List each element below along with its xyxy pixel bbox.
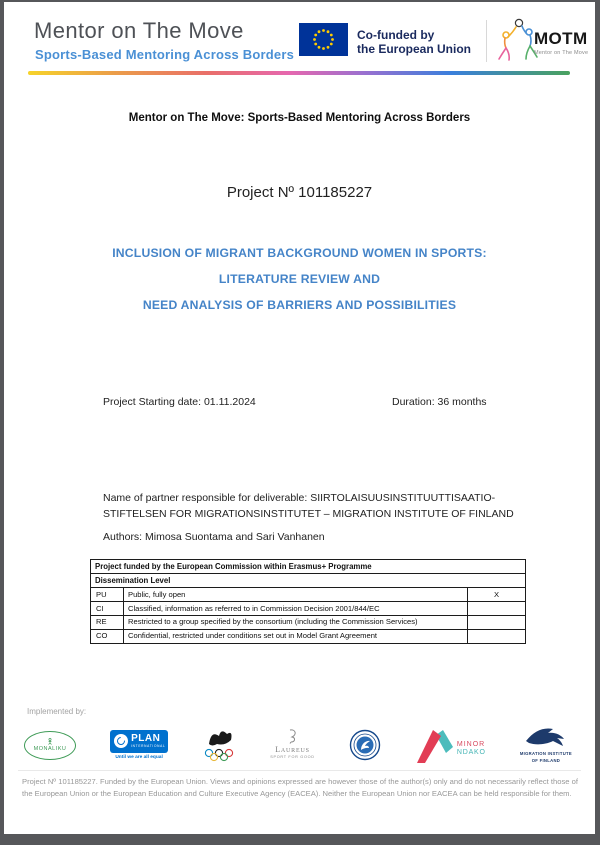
minor-label: MINOR bbox=[456, 741, 486, 749]
responsible-partner: Name of partner responsible for deliverable: SIIRTOLAISUUSINSTITUUTTISAATIO-STIFTELSEN FOR MIGRATIONSINSTITUTET – MIGRATION INSTITUTE OF FINLAND bbox=[103, 492, 514, 520]
monaliku-logo bbox=[24, 731, 76, 760]
report-heading-line3: NEED ANALYSIS OF BARRIERS AND POSSIBILITIES bbox=[142, 298, 457, 312]
monaliku-figure-icon bbox=[46, 738, 54, 745]
minor-ndako-mark-icon bbox=[415, 727, 455, 764]
document-title: Mentor on The Move: Sports-Based Mentoring Across Borders bbox=[128, 112, 471, 124]
monaliku-label: MONALIKU bbox=[33, 745, 67, 752]
report-heading bbox=[4, 240, 595, 318]
migration-institute-label bbox=[520, 751, 572, 764]
plan-international-logo bbox=[110, 730, 168, 761]
code-cell: RE bbox=[91, 615, 124, 629]
mark-cell bbox=[467, 602, 525, 616]
description-cell: Restricted to a group specified by the consortium (including the Commission Services) bbox=[124, 615, 468, 629]
migration-institute-line2: OF FINLAND bbox=[531, 757, 561, 763]
table-row-funding bbox=[91, 560, 526, 574]
funding-header-cell: Project funded by the European Commission within Erasmus+ Programme bbox=[91, 560, 526, 574]
footer-disclaimer: Project Nº 101185227. Funded by the European Union. Views and opinions expressed are however those of the author(s) only and do not necessarily reflect those of the European Union or the European Education and Culture Executive Agency (EACEA). Neither the European Union nor EACEA can be held responsible for them. bbox=[22, 777, 578, 798]
rainbow-gradient-bar bbox=[28, 71, 570, 75]
project-duration: Duration: 36 months bbox=[392, 396, 487, 408]
laureus-logo bbox=[270, 729, 314, 760]
mark-cell bbox=[467, 629, 525, 643]
table-row-ci bbox=[91, 602, 526, 616]
table-row-re bbox=[91, 615, 526, 629]
laureus-sub: SPORT FOR GOOD bbox=[270, 755, 315, 760]
table-row-pu bbox=[91, 588, 526, 602]
motm-acronym: MOTM bbox=[534, 29, 588, 48]
authors: Authors: Mimosa Suontama and Sari Vanhanen bbox=[103, 531, 325, 543]
olympic-committee-logo bbox=[202, 727, 236, 763]
report-heading-line1: INCLUSION OF MIGRANT BACKGROUND WOMEN IN SPORTS: bbox=[112, 246, 487, 260]
plan-box bbox=[110, 730, 168, 753]
partner-logo-row bbox=[24, 721, 572, 769]
code-cell: CO bbox=[91, 629, 124, 643]
brand-subtitle: Sports-Based Mentoring Across Borders bbox=[35, 47, 295, 62]
project-number: Project Nº 101185227 bbox=[226, 184, 373, 201]
report-heading-line2: LITERATURE REVIEW AND bbox=[218, 272, 381, 286]
eu-cofunded-line1: Co-funded by bbox=[357, 28, 435, 42]
olympic-rings-icon bbox=[202, 727, 236, 763]
code-cell: PU bbox=[91, 588, 124, 602]
description-cell: Public, fully open bbox=[124, 588, 468, 602]
document-page bbox=[4, 2, 595, 834]
migration-institute-line1: MIGRATION INSTITUTE bbox=[519, 751, 572, 757]
table-row-section bbox=[91, 574, 526, 588]
laureus-statue-icon bbox=[285, 729, 299, 744]
table-row-co bbox=[91, 629, 526, 643]
brand-title: Mentor on The Move bbox=[34, 18, 244, 43]
club-emblem-icon bbox=[349, 729, 381, 761]
plan-name: PLAN bbox=[131, 733, 161, 745]
dissemination-level-cell: Dissemination Level bbox=[91, 574, 526, 588]
plan-sub: INTERNATIONAL bbox=[131, 744, 166, 749]
minor-ndako-logo bbox=[415, 727, 486, 764]
mark-cell: X bbox=[467, 588, 525, 602]
code-cell: CI bbox=[91, 602, 124, 616]
implemented-by-label: Implemented by: bbox=[27, 707, 87, 716]
plan-circle-icon bbox=[114, 734, 128, 748]
motm-wordmark bbox=[534, 29, 594, 56]
plan-tagline: Until we are all equal bbox=[115, 755, 163, 761]
bird-icon bbox=[524, 726, 568, 749]
club-emblem-logo bbox=[349, 729, 381, 761]
ndako-label: NDAKO bbox=[456, 749, 486, 757]
laureus-name: Laureus bbox=[275, 745, 310, 755]
migration-institute-logo bbox=[520, 726, 572, 764]
footer-divider bbox=[18, 770, 581, 771]
eu-flag-icon bbox=[299, 23, 348, 56]
project-start-date: Project Starting date: 01.11.2024 bbox=[103, 396, 256, 408]
header-divider bbox=[486, 20, 487, 62]
dissemination-table bbox=[90, 559, 526, 644]
eu-cofunded-line2: the European Union bbox=[357, 42, 471, 56]
description-cell: Confidential, restricted under conditions set out in Model Grant Agreement bbox=[124, 629, 468, 643]
eu-cofunded-label bbox=[357, 28, 471, 56]
description-cell: Classified, information as referred to in Commission Decision 2001/844/EC bbox=[124, 602, 468, 616]
mark-cell bbox=[467, 615, 525, 629]
monaliku-oval-icon bbox=[24, 731, 76, 760]
motm-tagline: Mentor on The Move bbox=[534, 50, 589, 56]
